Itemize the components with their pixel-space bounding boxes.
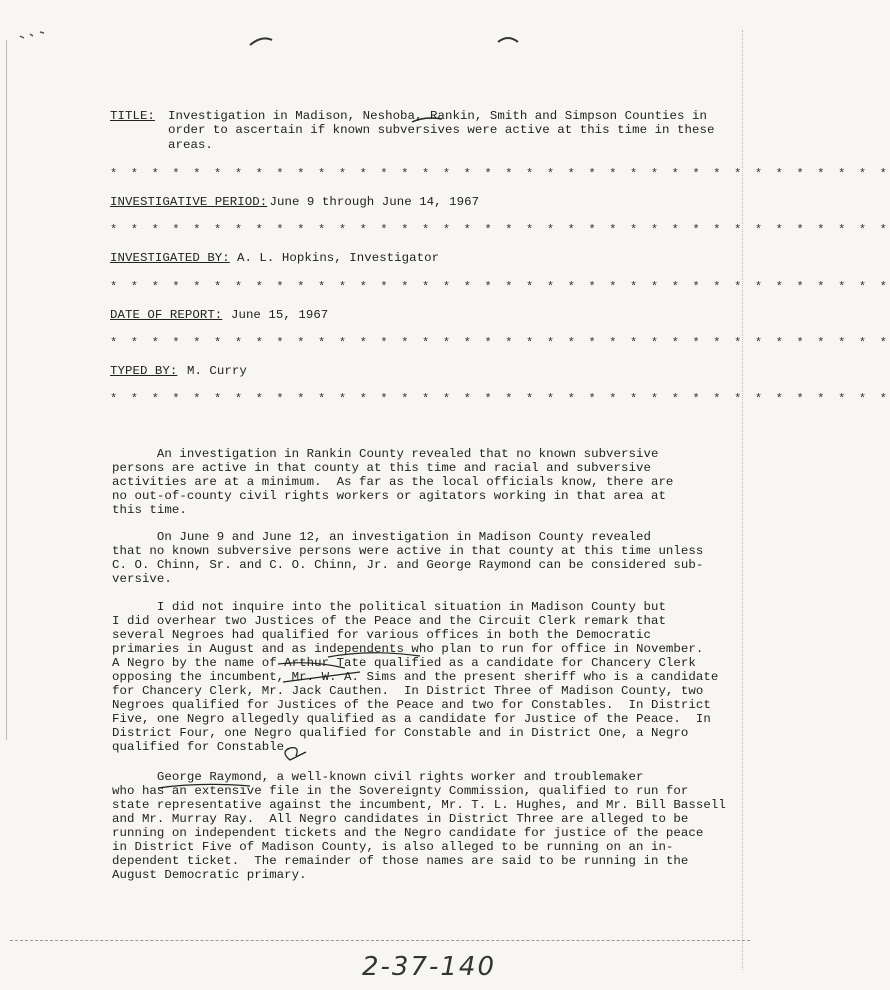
- bottom-fold-line: [10, 940, 750, 941]
- separator-stars-1: * * * * * * * * * * * * * * * * * * * * * * * * * * * * * * * * * * * * * *: [110, 167, 890, 181]
- para3-line-3: several Negroes had qualified for various offices in both the Democratic: [112, 628, 651, 642]
- para4-line-6: in District Five of Madison County, is also alleged to be running on an in-: [112, 840, 674, 854]
- separator-stars-5: * * * * * * * * * * * * * * * * * * * * * * * * * * * * * * * * * * * * * *: [110, 392, 890, 406]
- date-label: DATE OF REPORT:: [110, 308, 223, 322]
- para4-line-7: dependent ticket. The remainder of those names are said to be running in the: [112, 854, 689, 868]
- title-line-2: order to ascertain if known subversives were active at this time in these: [168, 123, 715, 137]
- para4-line-1: George Raymond, a well-known civil rights worker and troublemaker: [112, 770, 644, 784]
- period-label: INVESTIGATIVE PERIOD:: [110, 195, 268, 209]
- para3-line-7: for Chancery Clerk, Mr. Jack Cauthen. In District Three of Madison County, two: [112, 684, 704, 698]
- separator-stars-3: * * * * * * * * * * * * * * * * * * * * * * * * * * * * * * * * * * * * * *: [110, 280, 890, 294]
- para3-line-8: Negroes qualified for Justices of the Peace and two for Constables. In District: [112, 698, 711, 712]
- para3-line-10: District Four, one Negro qualified for Constable and in District One, a Negro: [112, 726, 689, 740]
- para2-line-1: On June 9 and June 12, an investigation in Madison County revealed: [112, 530, 651, 544]
- separator-stars-2: * * * * * * * * * * * * * * * * * * * * * * * * * * * * * * * * * * * * * *: [110, 223, 890, 237]
- para3-line-9: Five, one Negro allegedly qualified as a candidate for Justice of the Peace. In: [112, 712, 711, 726]
- para3-line-4: primaries in August and as independents who plan to run for office in November.: [112, 642, 704, 656]
- page-edge-left: [6, 40, 7, 740]
- para1-line-1: An investigation in Rankin County revealed that no known subversive: [112, 447, 659, 461]
- para1-line-3: activities are at a minimum. As far as the local officials know, there are: [112, 475, 674, 489]
- para2-line-2: that no known subversive persons were active in that county at this time unless: [112, 544, 704, 558]
- para1-line-5: this time.: [112, 503, 187, 517]
- para2-line-3: C. O. Chinn, Sr. and C. O. Chinn, Jr. and George Raymond can be considered sub-: [112, 558, 704, 572]
- para2-line-4: versive.: [112, 572, 172, 586]
- para3-line-11: qualified for Constable.: [112, 740, 292, 754]
- para3-line-6: opposing the incumbent, Mr. W. A. Sims and the present sheriff who is a candidate: [112, 670, 719, 684]
- typed-label: TYPED BY:: [110, 364, 178, 378]
- para4-line-8: August Democratic primary.: [112, 868, 307, 882]
- date-value: June 15, 1967: [216, 308, 329, 322]
- para4-line-3: state representative against the incumbent, Mr. T. L. Hughes, and Mr. Bill Bassell: [112, 798, 726, 812]
- title-label: TITLE:: [110, 109, 155, 123]
- para3-line-5: A Negro by the name of Arthur Tate qualified as a candidate for Chancery Clerk: [112, 656, 696, 670]
- para4-line-5: running on independent tickets and the Negro candidate for justice of the peace: [112, 826, 704, 840]
- para3-line-1: I did not inquire into the political situation in Madison County but: [112, 600, 666, 614]
- para4-line-2: who has an extensive file in the Sovereignty Commission, qualified to run for: [112, 784, 689, 798]
- title-line-1: Investigation in Madison, Neshoba, Rankin, Smith and Simpson Counties in: [168, 109, 707, 123]
- para4-line-4: and Mr. Murray Ray. All Negro candidates in District Three are alleged to be: [112, 812, 689, 826]
- para1-line-2: persons are active in that county at this time and racial and subversive: [112, 461, 651, 475]
- investigator-label: INVESTIGATED BY:: [110, 251, 230, 265]
- investigator-value: A. L. Hopkins, Investigator: [222, 251, 440, 265]
- title-line-3: areas.: [168, 138, 213, 152]
- para3-line-2: I did overhear two Justices of the Peace and the Circuit Clerk remark that: [112, 614, 666, 628]
- handwritten-document-number: 2-37-140: [362, 952, 497, 982]
- separator-stars-4: * * * * * * * * * * * * * * * * * * * * * * * * * * * * * * * * * * * * * *: [110, 336, 890, 350]
- top-marks: [0, 0, 763, 60]
- period-value: June 9 through June 14, 1967: [262, 195, 480, 209]
- para1-line-4: no out-of-county civil rights workers or agitators working in that area at: [112, 489, 666, 503]
- typed-value: M. Curry: [172, 364, 247, 378]
